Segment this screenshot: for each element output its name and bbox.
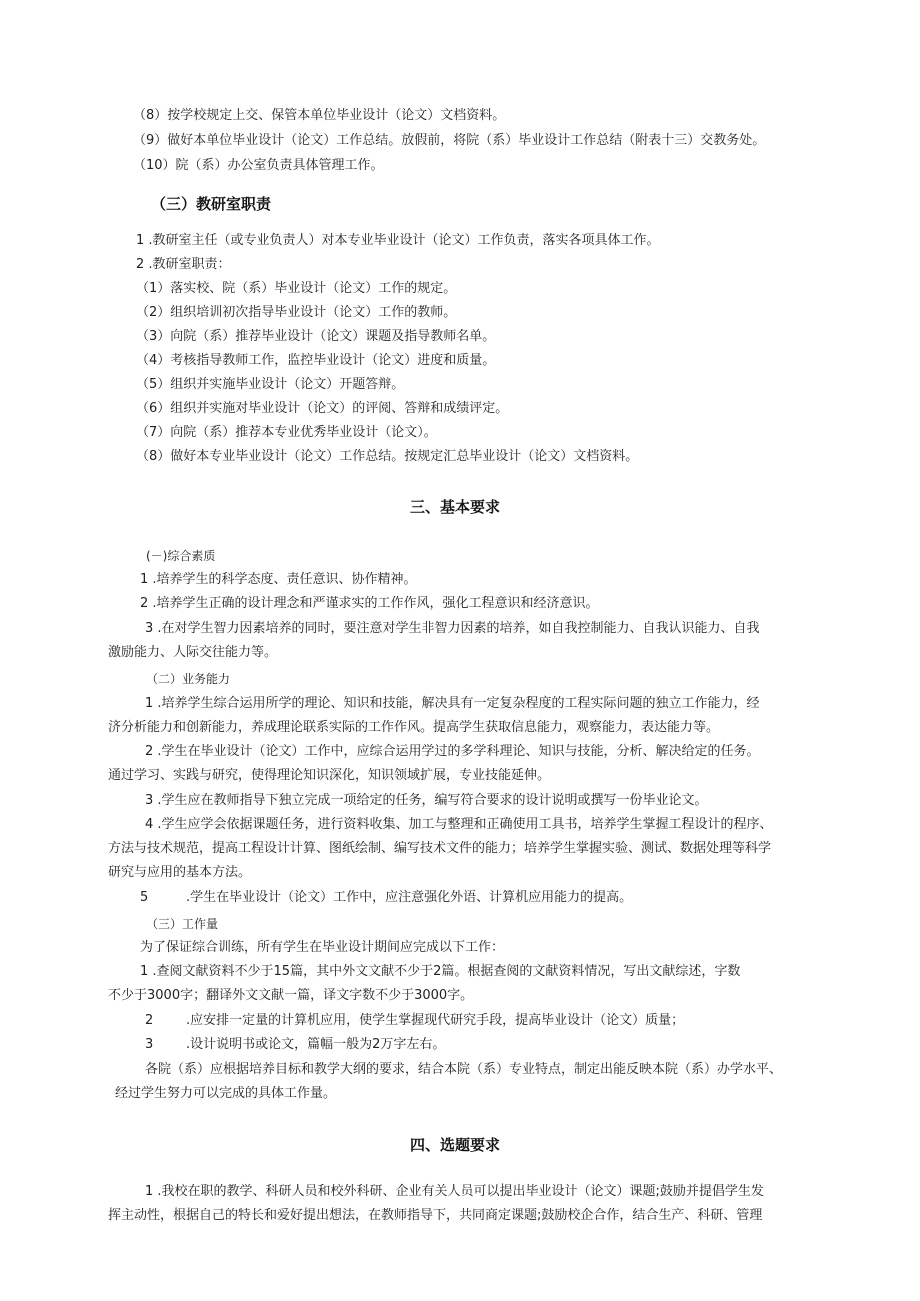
office-duty-3: （3）向院（系）推荐毕业设计（论文）课题及指导教师名单。: [136, 329, 496, 344]
quality-item-2: 2 .培养学生正确的设计理念和严谨求实的工作作风，强化工程意识和经济意识。: [140, 596, 599, 611]
ability-item-5-number: 5: [140, 890, 149, 905]
workload-item-3: .设计说明书或论文，篇幅一般为2万字左右。: [186, 1037, 446, 1052]
workload-item-2-number: 2: [145, 1013, 154, 1028]
office-duty-2: （2）组织培训初次指导毕业设计（论文）工作的教师。: [136, 305, 457, 320]
quality-item-3-cont: 激励能力、人际交往能力等。: [108, 645, 278, 660]
dept-duty-9: （9）做好本单位毕业设计（论文）工作总结。放假前，将院（系）毕业设计工作总结（附表十三）交教务处。: [133, 133, 766, 148]
quality-item-1: 1 .培养学生的科学态度、责任意识、协作精神。: [140, 572, 417, 587]
workload-note: 各院（系）应根据培养目标和教学大纲的要求，结合本院（系）专业特点，制定出能反映本院（系）办学水平、: [145, 1062, 783, 1077]
office-duty-1: （1）落实校、院（系）毕业设计（论文）工作的规定。: [136, 281, 457, 296]
ability-item-5: .学生在毕业设计（论文）工作中，应注意强化外语、计算机应用能力的提高。: [186, 890, 633, 905]
heading-topic-requirements: 四、选题要求: [410, 1136, 501, 1154]
workload-intro: 为了保证综合训练，所有学生在毕业设计期间应完成以下工作：: [140, 940, 505, 955]
heading-basic-requirements: 三、基本要求: [410, 498, 501, 516]
quality-item-3: 3 .在对学生智力因素培养的同时，要注意对学生非智力因素的培养，如自我控制能力、自我认识能力、自我: [145, 621, 760, 636]
office-duty-5: （5）组织并实施毕业设计（论文）开题答辩。: [136, 377, 405, 392]
ability-item-4: 4 .学生应学会依据课题任务，进行资料收集、加工与整理和正确使用工具书，培养学生掌握工程设计的程序、: [145, 817, 773, 832]
ability-item-4-cont: 方法与技术规范，提高工程设计计算、图纸绘制、编写技术文件的能力；培养学生掌握实验、测试、数据处理等科学: [108, 841, 772, 856]
workload-item-3-number: 3: [145, 1037, 154, 1052]
office-duty-7: （7）向院（系）推荐本专业优秀毕业设计（论文）。: [136, 425, 437, 440]
office-duty-6: （6）组织并实施对毕业设计（论文）的评阅、答辩和成绩评定。: [136, 401, 509, 416]
ability-item-4-cont2: 研究与应用的基本方法。: [108, 865, 252, 880]
subsection-title-ability: （二）业务能力: [146, 672, 231, 686]
dept-duty-10: （10）院（系）办公室负责具体管理工作。: [133, 158, 384, 173]
workload-item-1: 1 .查阅文献资料不少于15篇，其中外文文献不少于2篇。根据查阅的文献资料情况，写出文献综述，字数: [140, 964, 741, 979]
dept-duty-8: （8）按学校规定上交、保管本单位毕业设计（论文）文档资料。: [133, 108, 506, 123]
subsection-title-quality: (－)综合素质: [146, 549, 216, 563]
topic-item-1: 1 .我校在职的教学、科研人员和校外科研、企业有关人员可以提出毕业设计（论文）课题;鼓励并提倡学生发: [145, 1184, 764, 1199]
section-title-teaching-office: （三）教研室职责: [151, 195, 272, 213]
workload-item-1-cont: 不少于3000字；翻译外文文献一篇，译文字数不少于3000字。: [108, 988, 474, 1003]
office-duty-8: （8）做好本专业毕业设计（论文）工作总结。按规定汇总毕业设计（论文）文档资料。: [136, 449, 639, 464]
office-item-2: 2 .教研室职责：: [136, 257, 231, 272]
office-item-1: 1 .教研室主任（或专业负责人）对本专业毕业设计（论文）工作负责，落实各项具体工作。: [136, 233, 660, 248]
topic-item-1-cont: 挥主动性，根据自己的特长和爱好提出想法，在教师指导下，共同商定课题;鼓励校企合作，结合生产、科研、管理: [108, 1208, 763, 1223]
ability-item-1-cont: 济分析能力和创新能力，养成理论联系实际的工作作风。提高学生获取信息能力，观察能力，表达能力等。: [108, 720, 720, 735]
ability-item-1: 1 .培养学生综合运用所学的理论、知识和技能，解决具有一定复杂程度的工程实际问题的独立工作能力，经: [145, 696, 760, 711]
ability-item-2: 2 .学生在毕业设计（论文）工作中，应综合运用学过的多学科理论、知识与技能，分析、解决给定的任务。: [145, 744, 760, 759]
workload-note-cont: 经过学生努力可以完成的具体工作量。: [115, 1086, 337, 1101]
workload-item-2: .应安排一定量的计算机应用，使学生掌握现代研究手段，提高毕业设计（论文）质量；: [186, 1013, 685, 1028]
ability-item-2-cont: 通过学习、实践与研究，使得理论知识深化，知识领域扩展，专业技能延伸。: [108, 768, 551, 783]
subsection-title-workload: （三）工作量: [146, 917, 219, 931]
ability-item-3: 3 .学生应在教师指导下独立完成一项给定的任务，编写符合要求的设计说明或撰写一份毕业论文。: [145, 793, 708, 808]
office-duty-4: （4）考核指导教师工作，监控毕业设计（论文）进度和质量。: [136, 353, 496, 368]
